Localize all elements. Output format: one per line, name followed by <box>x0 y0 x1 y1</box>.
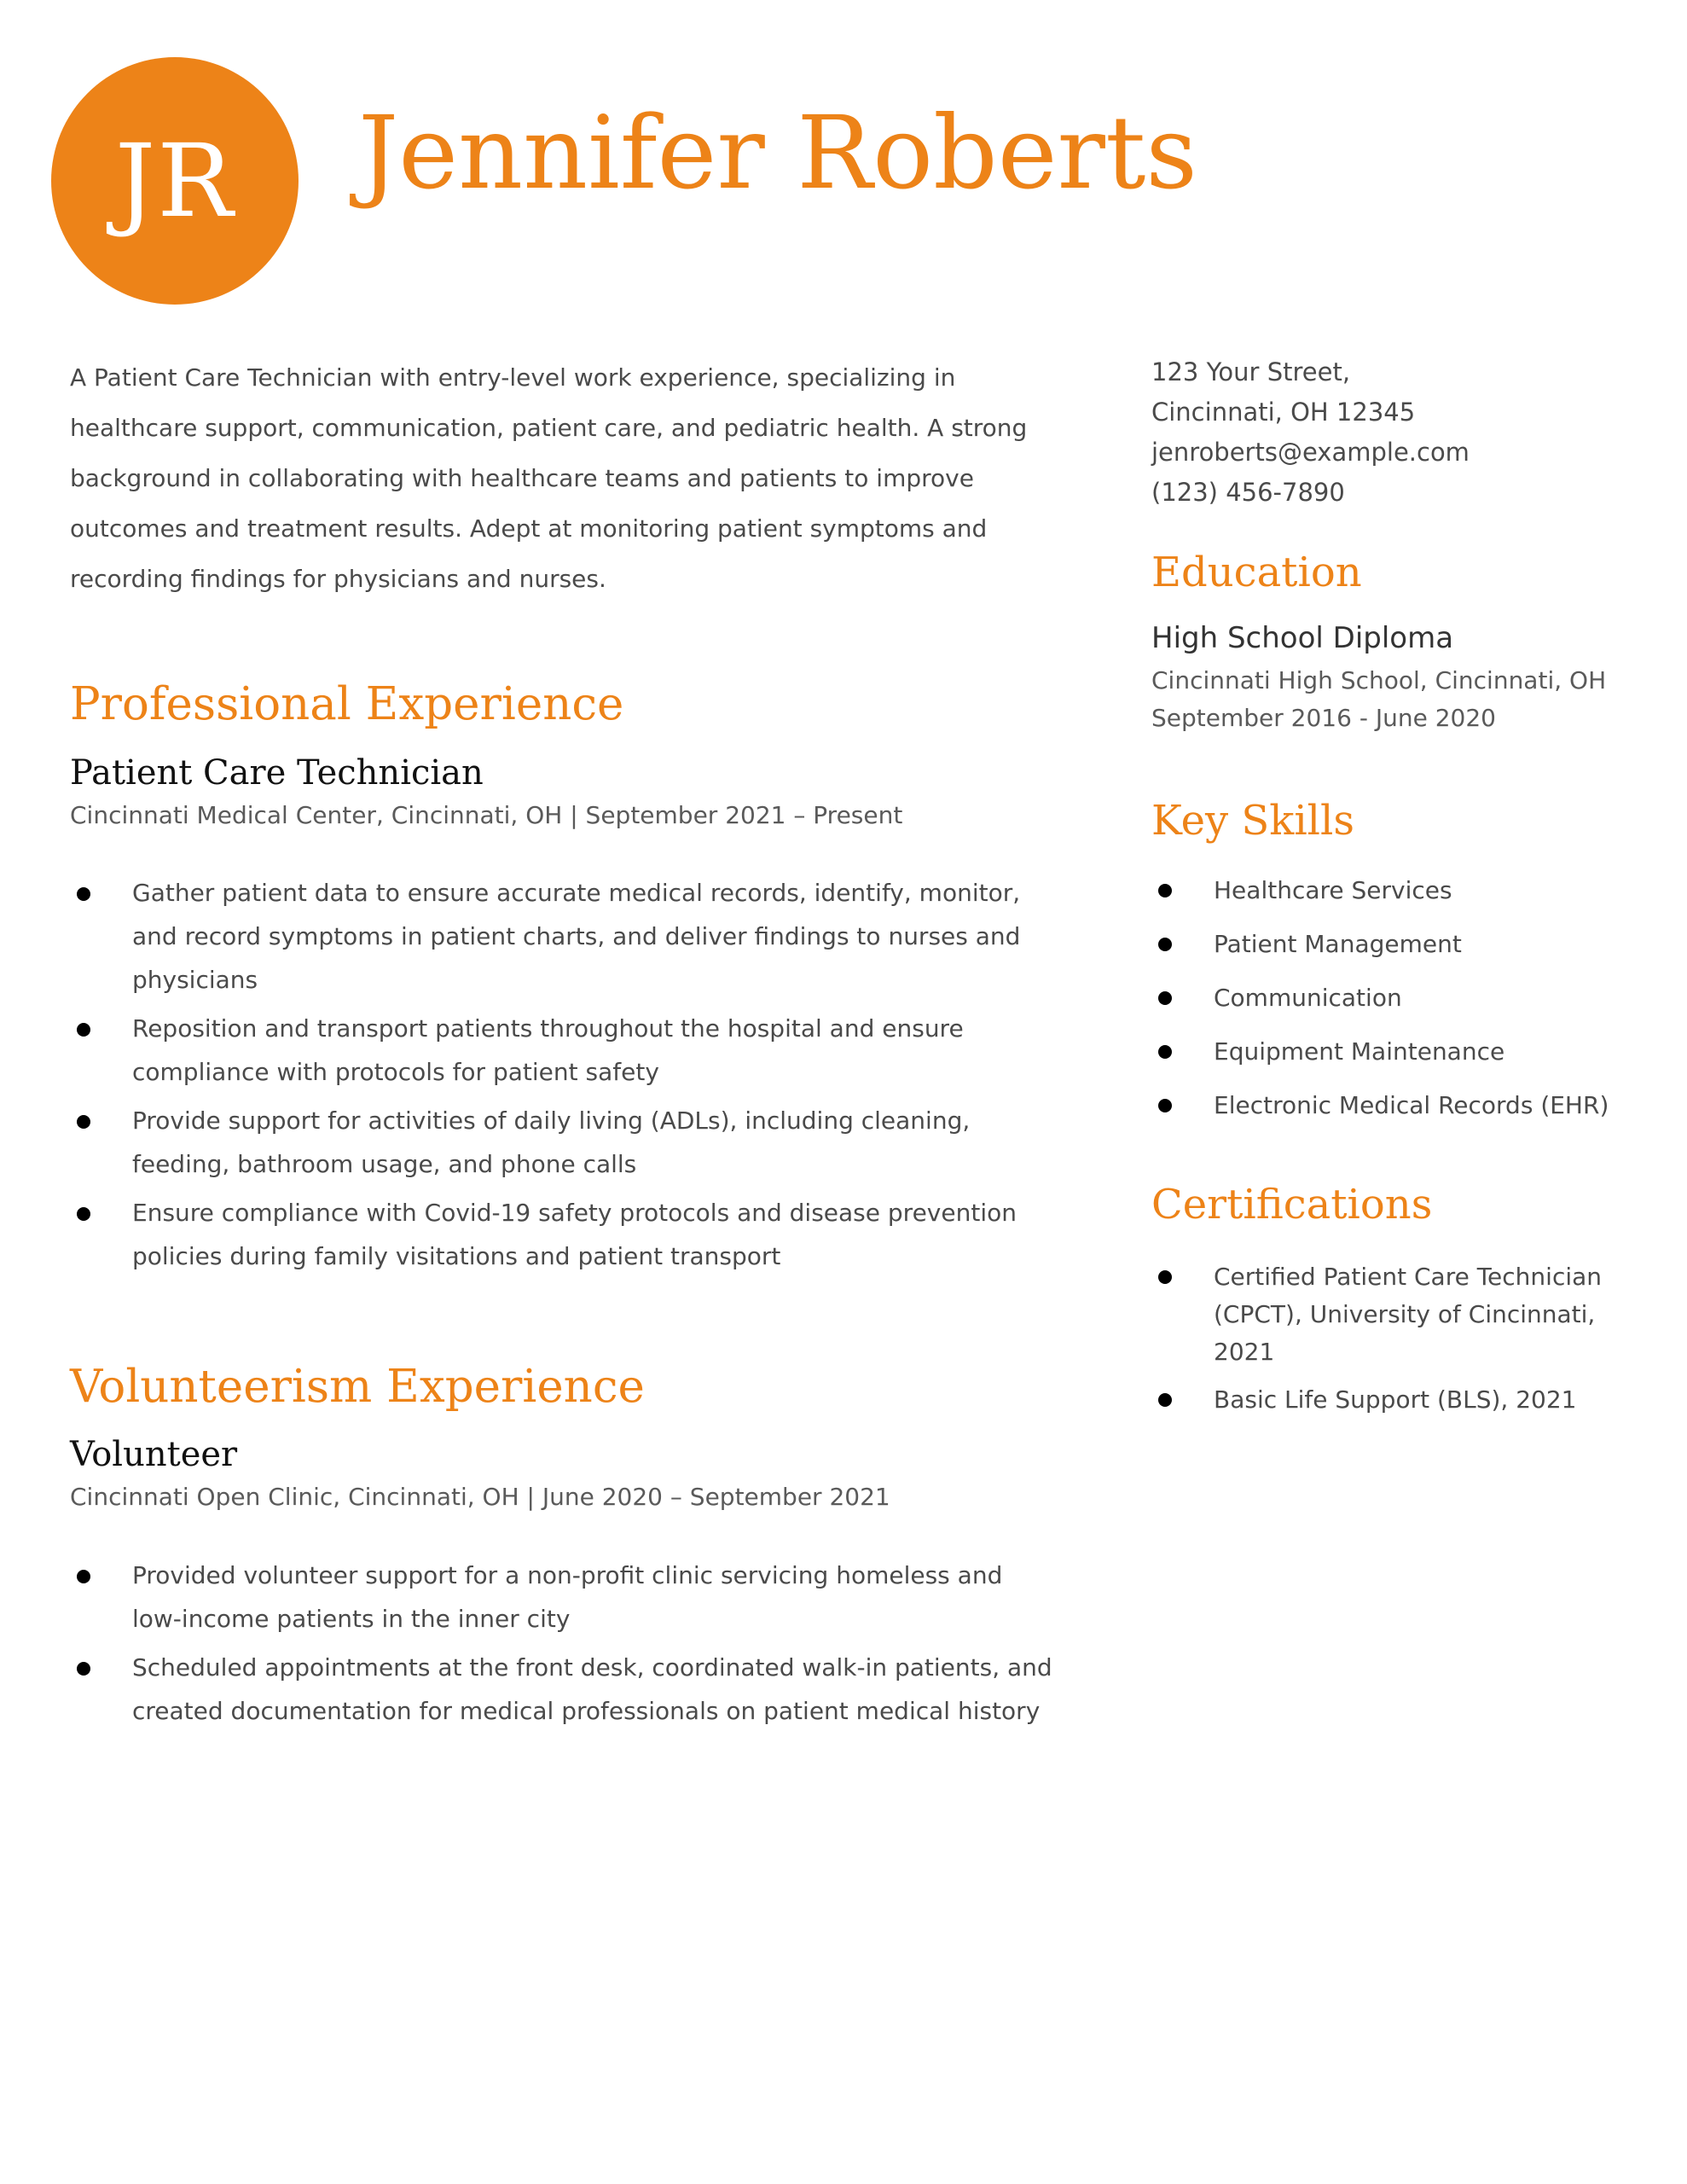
bullet-dot <box>1158 1393 1172 1407</box>
certifications-list <box>1151 1258 1629 1419</box>
bullet-text: Scheduled appointments at the front desk, coordinated walk-in patients, and created documentation for medical professionals on patient medical history <box>132 1653 1052 1725</box>
bullet-text: Provide support for activities of daily living (ADLs), including cleaning, feeding, bathroom usage, and phone calls <box>132 1106 971 1178</box>
monogram-initials: JR <box>114 122 235 240</box>
list-item <box>70 1646 1059 1733</box>
side-column <box>1151 352 1629 1429</box>
skill-text: Healthcare Services <box>1214 875 1452 904</box>
main-column <box>70 352 1059 1738</box>
list-item <box>1151 1381 1629 1419</box>
contact-phone: (123) 456-7890 <box>1151 478 1345 507</box>
certification-text: Certified Patient Care Technician (CPCT), University of Cincinnati, 2021 <box>1214 1263 1603 1367</box>
bullet-dot <box>1158 1099 1172 1112</box>
education-school: Cincinnati High School, Cincinnati, OH <box>1151 666 1607 695</box>
volunteer-experience-heading: Volunteerism Experience <box>70 1360 645 1413</box>
education-dates: September 2016 - June 2020 <box>1151 704 1496 733</box>
skill-text: Electronic Medical Records (EHR) <box>1214 1090 1609 1119</box>
education-degree: High School Diploma <box>1151 620 1454 655</box>
monogram-circle <box>51 57 299 305</box>
certification-text: Basic Life Support (BLS), 2021 <box>1214 1385 1577 1414</box>
list-item <box>1151 926 1629 963</box>
key-skills-heading: Key Skills <box>1151 797 1355 845</box>
list-item <box>1151 1033 1629 1071</box>
list-item <box>70 1007 1059 1094</box>
bullet-text: Gather patient data to ensure accurate medical records, identify, monitor, and record symptoms in patient charts, and deliver findings to nurses and physicians <box>132 878 1021 994</box>
bullet-text: Reposition and transport patients throughout the hospital and ensure compliance with protocols for patient safety <box>132 1014 964 1086</box>
contact-city: Cincinnati, OH 12345 <box>1151 398 1416 427</box>
summary-text: A Patient Care Technician with entry-level work experience, specializing in healthcare support, communication, patient care, and pediatric health. A strong background in collaborating with healthcare teams and patients to improve outcomes and treatment results. Adept at monitoring patient symptoms and recording findings for physicians and nurses. <box>70 363 1028 593</box>
volunteer-bullets <box>70 1554 1059 1733</box>
skill-text: Equipment Maintenance <box>1214 1037 1505 1066</box>
bullet-dot <box>1158 884 1172 897</box>
contact-street: 123 Your Street, <box>1151 357 1351 386</box>
bullet-dot <box>1158 1270 1172 1284</box>
job-title: Patient Care Technician <box>70 752 484 793</box>
bullet-text: Provided volunteer support for a non-profit clinic servicing homeless and low-income patients in the inner city <box>132 1560 1003 1633</box>
education-heading: Education <box>1151 549 1362 596</box>
skill-text: Patient Management <box>1214 929 1462 958</box>
bullet-dot <box>1158 938 1172 951</box>
bullet-dot <box>77 1115 90 1129</box>
list-item <box>70 1554 1059 1641</box>
list-item <box>70 1099 1059 1186</box>
contact-email: jenroberts@example.com <box>1151 438 1470 467</box>
contact-block <box>1151 352 1629 513</box>
bullet-dot <box>77 1023 90 1037</box>
skills-list <box>1151 872 1629 1124</box>
bullet-dot <box>77 1207 90 1221</box>
bullet-dot <box>77 887 90 901</box>
skill-text: Communication <box>1214 983 1402 1012</box>
list-item <box>1151 872 1629 909</box>
list-item <box>1151 979 1629 1017</box>
bullet-dot <box>77 1662 90 1676</box>
volunteer-title: Volunteer <box>70 1435 238 1475</box>
bullet-dot <box>1158 991 1172 1005</box>
certifications-heading: Certifications <box>1151 1180 1433 1228</box>
list-item <box>70 871 1059 1002</box>
list-item <box>70 1191 1059 1278</box>
bullet-dot <box>77 1570 90 1583</box>
job-meta: Cincinnati Medical Center, Cincinnati, OH | September 2021 – Present <box>70 800 903 829</box>
candidate-name: Jennifer Roberts <box>358 94 1197 212</box>
professional-bullets <box>70 871 1059 1278</box>
list-item <box>1151 1087 1629 1124</box>
bullet-text: Ensure compliance with Covid-19 safety protocols and disease prevention policies during family visitations and patient transport <box>132 1198 1017 1270</box>
bullet-dot <box>1158 1045 1172 1059</box>
volunteer-meta: Cincinnati Open Clinic, Cincinnati, OH | June 2020 – September 2021 <box>70 1483 890 1512</box>
list-item <box>1151 1258 1629 1371</box>
professional-experience-heading: Professional Experience <box>70 678 624 730</box>
